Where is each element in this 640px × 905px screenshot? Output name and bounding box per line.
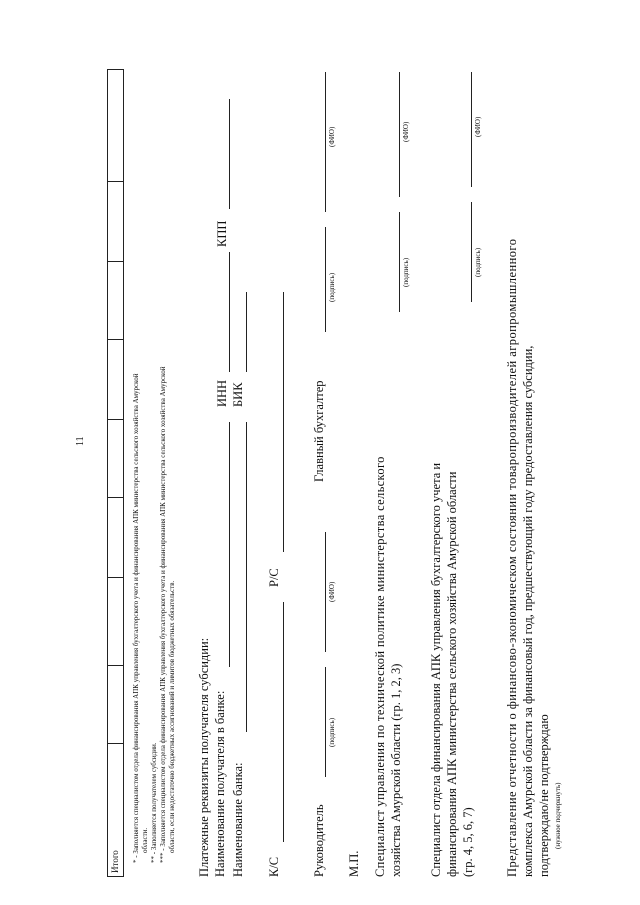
inn-field [229,252,230,372]
head-label: Руководитель [312,804,326,877]
bik-field [246,292,247,372]
fio-hint: (ФИО) [328,126,336,147]
table-cell [108,70,123,181]
fio-hint: (ФИО) [328,581,336,602]
signature-hint: (подпись) [328,717,336,747]
total-label: Итого [108,743,123,876]
table-cell [108,181,123,261]
bank-name-label: Наименование банка: [231,762,245,877]
footnote: *** - Заполняется специалистом отдела финансирования АПК управления бухгалтерского учета и финансирования АПК министерства сельского хозяйства Амурской [159,366,167,863]
chief-accountant-label: Главный бухгалтер [312,380,326,482]
footer-hint: (нужное подчеркнуть) [554,782,562,849]
head-signature-field [325,667,326,777]
specialist2-line2: финансирования АПК министерства сельского хозяйства Амурской области [445,471,459,877]
kpp-field [229,99,230,209]
table-cell [108,497,123,577]
accountant-fio-field [325,72,326,212]
footer-line3: подтверждаю/не подтверждаю [537,714,551,877]
rotated-content [107,57,567,877]
footnotes [132,83,177,863]
specialist1-line2: хозяйства Амурской области (гр. 1, 2, 3) [389,663,403,877]
fio-hint: (ФИО) [474,116,482,137]
page-number: 11 [75,436,86,446]
table-cell [108,261,123,339]
recipient-bank-label: Наименование получателя в банке: [213,690,227,877]
signature-hint: (подпись) [328,272,336,302]
ks-field [283,602,284,842]
table-cell [108,339,123,419]
table-cell [108,665,123,743]
rs-label: Р/С [267,568,281,587]
specialist2-fio-field [471,72,472,187]
head-fio-field [325,532,326,652]
inn-label: ИНН [215,379,229,407]
footnote: * - Заполняется специалистом отдела финансирования АПК управления бухгалтерского учета и финансирования АПК министерства сельского хозяйства Амурской [132,373,140,863]
specialist1-line1: Специалист управления по технической политике министерства сельского [373,456,387,877]
fio-hint: (ФИО) [402,121,410,142]
footnote: области, если недостаточно бюджетных ассигнований и лимитов бюджетных обязательств. [168,580,176,853]
kpp-label: КПП [215,220,229,247]
table-cell [108,577,123,665]
bik-label: БИК [231,382,245,407]
accountant-signature-field [325,227,326,332]
specialist1-fio-field [399,72,400,197]
footnote: области. [141,827,149,853]
recipient-bank-field [229,422,230,667]
specialist2-line1: Специалист отдела финансирования АПК управления бухгалтерского учета и [429,462,443,877]
totals-table-row [107,69,124,877]
stamp-label: М.П. [347,850,361,877]
specialist2-line3: (гр. 4, 5, 6, 7) [461,807,475,877]
bank-name-field [246,422,247,732]
ks-label: К/С [267,856,281,877]
specialist1-signature-field [399,212,400,312]
rs-field [283,292,284,552]
table-cell [108,419,123,497]
footer-line2: комплекса Амурской области за финансовый год, предшествующий году предоставления субсидии, [521,345,535,877]
footnote: ** - Заполняется получателем субсидии. [150,742,158,863]
requisites-heading: Платежные реквизиты получателя субсидии: [197,637,211,877]
footer-line1: Представление отчетности о финансово-экономическом состоянии товаропроизводителей агропромышленного [505,238,519,877]
signature-hint: (подпись) [474,247,482,277]
specialist2-signature-field [471,202,472,302]
signature-hint: (подпись) [402,257,410,287]
